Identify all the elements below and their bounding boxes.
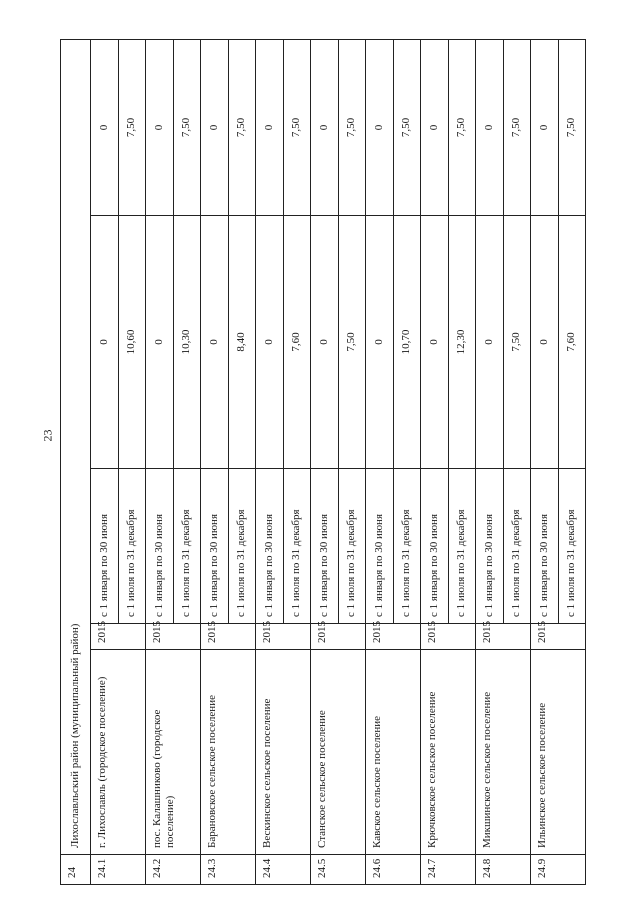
row-period-label: с 1 января по 30 июня: [146, 469, 174, 624]
row-value-1: 10,60: [118, 216, 146, 469]
row-settlement-name: Ильинское сельское поселение: [531, 650, 586, 855]
row-value-1: 10,70: [393, 216, 421, 469]
row-value-1: 0: [256, 216, 284, 469]
tariff-table-body: [61, 39, 586, 884]
row-value-1: 7,50: [503, 216, 531, 469]
row-value-2: 7,50: [503, 39, 531, 215]
row-settlement-name: пос. Калашниково (городское поселение): [146, 650, 201, 855]
row-period-label: с 1 июля по 31 декабря: [283, 469, 311, 624]
page-number: [40, 420, 56, 450]
row-settlement-name: Крючковское сельское поселение: [421, 650, 476, 855]
row-period-label: с 1 июля по 31 декабря: [338, 469, 366, 624]
row-period-label: с 1 января по 30 июня: [91, 469, 119, 624]
row-year: 2015: [476, 624, 531, 650]
row-code: 24.7: [421, 855, 476, 885]
row-value-2: 7,50: [228, 39, 256, 215]
row-settlement-name: Барановское сельское поселение: [201, 650, 256, 855]
row-value-2: 0: [366, 39, 394, 215]
row-value-2: 7,50: [338, 39, 366, 215]
row-year: 2015: [256, 624, 311, 650]
row-value-2: 0: [146, 39, 174, 215]
row-value-2: 7,50: [283, 39, 311, 215]
row-value-2: 7,50: [393, 39, 421, 215]
row-year: 2015: [531, 624, 586, 650]
row-value-2: 0: [476, 39, 504, 215]
row-period-label: с 1 июля по 31 декабря: [448, 469, 476, 624]
row-value-2: 0: [311, 39, 339, 215]
row-value-1: 7,60: [558, 216, 586, 469]
row-period-label: с 1 января по 30 июня: [366, 469, 394, 624]
row-year: 2015: [146, 624, 201, 650]
row-value-2: 0: [91, 39, 119, 215]
table-row: [91, 39, 119, 884]
table-row: [201, 39, 229, 884]
row-value-2: 7,50: [118, 39, 146, 215]
table-row: [256, 39, 284, 884]
row-value-1: 0: [201, 216, 229, 469]
row-year: 2015: [366, 624, 421, 650]
row-period-label: с 1 января по 30 июня: [201, 469, 229, 624]
row-value-2: 0: [531, 39, 559, 215]
row-value-1: 12,30: [448, 216, 476, 469]
row-value-1: 0: [146, 216, 174, 469]
tariff-table-frame: [60, 40, 586, 885]
row-code: 24.5: [311, 855, 366, 885]
row-period-label: с 1 января по 30 июня: [421, 469, 449, 624]
row-code: 24.3: [201, 855, 256, 885]
row-value-1: 0: [531, 216, 559, 469]
row-period-label: с 1 января по 30 июня: [256, 469, 284, 624]
row-period-label: с 1 января по 30 июня: [311, 469, 339, 624]
row-period-label: с 1 июля по 31 декабря: [503, 469, 531, 624]
row-code: 24.2: [146, 855, 201, 885]
row-code: 24.9: [531, 855, 586, 885]
row-period-label: с 1 июля по 31 декабря: [118, 469, 146, 624]
row-code: 24.1: [91, 855, 146, 885]
table-row: [366, 39, 394, 884]
row-settlement-name: Вескинское сельское поселение: [256, 650, 311, 855]
table-row: [476, 39, 504, 884]
row-settlement-name: Кавское сельское поселение: [366, 650, 421, 855]
table-row: [421, 39, 449, 884]
table-row: [531, 39, 559, 884]
row-code: 24.8: [476, 855, 531, 885]
row-value-1: 10,30: [173, 216, 201, 469]
row-value-2: 7,50: [448, 39, 476, 215]
row-value-2: 0: [256, 39, 284, 215]
table-row: [146, 39, 174, 884]
row-period-label: с 1 июля по 31 декабря: [393, 469, 421, 624]
row-value-1: 0: [476, 216, 504, 469]
row-value-2: 7,50: [558, 39, 586, 215]
region-row: [61, 39, 91, 884]
row-value-2: 0: [201, 39, 229, 215]
row-period-label: с 1 июля по 31 декабря: [228, 469, 256, 624]
tariff-table: [60, 39, 586, 885]
page-number-text: 23: [40, 429, 55, 441]
row-value-1: 0: [311, 216, 339, 469]
row-value-1: 7,60: [283, 216, 311, 469]
row-settlement-name: г. Лихославль (городское поселение): [91, 650, 146, 855]
row-year: 2015: [421, 624, 476, 650]
row-year: 2015: [201, 624, 256, 650]
row-code: 24.6: [366, 855, 421, 885]
row-value-1: 0: [421, 216, 449, 469]
row-period-label: с 1 января по 30 июня: [531, 469, 559, 624]
row-value-2: 0: [421, 39, 449, 215]
table-row: [311, 39, 339, 884]
region-title: Лихославльский район (муниципальный район): [61, 39, 91, 854]
row-period-label: с 1 июля по 31 декабря: [558, 469, 586, 624]
row-value-1: 7,50: [338, 216, 366, 469]
row-value-1: 8,40: [228, 216, 256, 469]
row-year: 2015: [311, 624, 366, 650]
region-code: 24: [61, 855, 91, 885]
row-year: 2015: [91, 624, 146, 650]
row-value-2: 7,50: [173, 39, 201, 215]
row-value-1: 0: [91, 216, 119, 469]
row-settlement-name: Станское сельское поселение: [311, 650, 366, 855]
row-value-1: 0: [366, 216, 394, 469]
row-code: 24.4: [256, 855, 311, 885]
row-period-label: с 1 июля по 31 декабря: [173, 469, 201, 624]
row-period-label: с 1 января по 30 июня: [476, 469, 504, 624]
row-settlement-name: Микшинское сельское поселение: [476, 650, 531, 855]
